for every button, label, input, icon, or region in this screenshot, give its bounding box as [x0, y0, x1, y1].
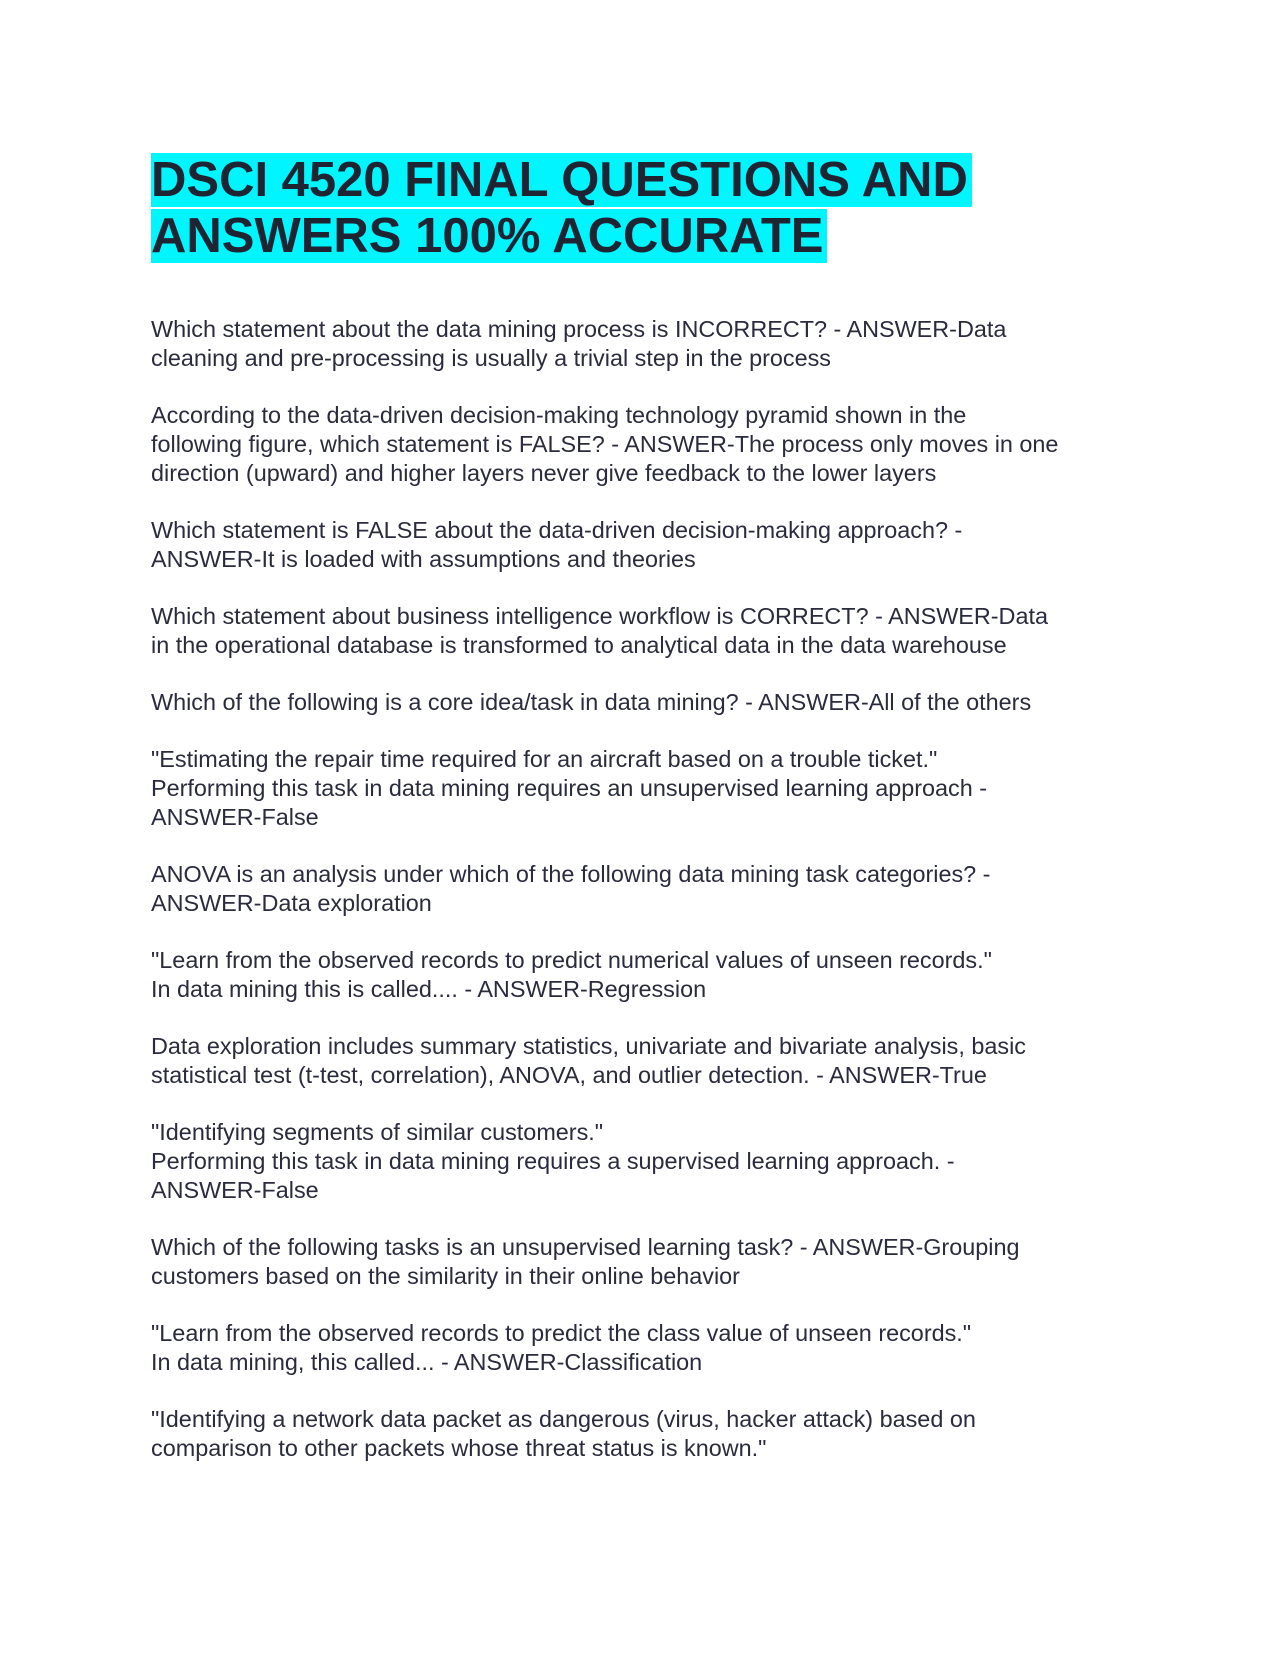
qa-item: According to the data-driven decision-making technology pyramid shown in the following figure, which statement is FALSE? - ANSWER-The process only moves in one direction (upward) and higher layers never give feedback to the lower layers	[151, 402, 1059, 486]
qa-item: Data exploration includes summary statistics, univariate and bivariate analysis, basic statistical test (t-test, correlation), ANOVA, and outlier detection. - ANSWER-True	[151, 1033, 1026, 1088]
qa-item: "Learn from the observed records to predict the class value of unseen records." In data mining, this called... - ANSWER-Classification	[151, 1320, 972, 1375]
title-line-1: DSCI 4520 FINAL QUESTIONS AND	[151, 153, 968, 207]
qa-item: "Estimating the repair time required for an aircraft based on a trouble ticket." Performing this task in data mining requires an unsupervised learning approach - ANSWER-False	[151, 746, 988, 830]
qa-list	[151, 315, 1141, 1463]
title-highlight	[151, 153, 972, 263]
qa-item: "Learn from the observed records to predict numerical values of unseen records." In data mining this is called.... - ANSWER-Regression	[151, 947, 992, 1002]
document-page	[151, 152, 1141, 1491]
qa-item: Which statement is FALSE about the data-driven decision-making approach? - ANSWER-It is loaded with assumptions and theories	[151, 517, 963, 572]
document-title	[151, 152, 1141, 264]
qa-item: Which statement about business intelligence workflow is CORRECT? - ANSWER-Data in the operational database is transformed to analytical data in the data warehouse	[151, 603, 1048, 658]
qa-item: Which of the following is a core idea/task in data mining? - ANSWER-All of the others	[151, 689, 1032, 715]
title-line-2: ANSWERS 100% ACCURATE	[151, 209, 824, 263]
qa-item: "Identifying segments of similar customers." Performing this task in data mining requires a supervised learning approach. - ANSWER-False	[151, 1119, 955, 1203]
qa-item: "Identifying a network data packet as dangerous (virus, hacker attack) based on comparison to other packets whose threat status is known."	[151, 1406, 976, 1461]
qa-item: ANOVA is an analysis under which of the following data mining task categories? - ANSWER-Data exploration	[151, 861, 991, 916]
qa-item: Which of the following tasks is an unsupervised learning task? - ANSWER-Grouping customers based on the similarity in their online behavior	[151, 1234, 1020, 1289]
qa-item: Which statement about the data mining process is INCORRECT? - ANSWER-Data cleaning and pre-processing is usually a trivial step in the process	[151, 316, 1007, 371]
